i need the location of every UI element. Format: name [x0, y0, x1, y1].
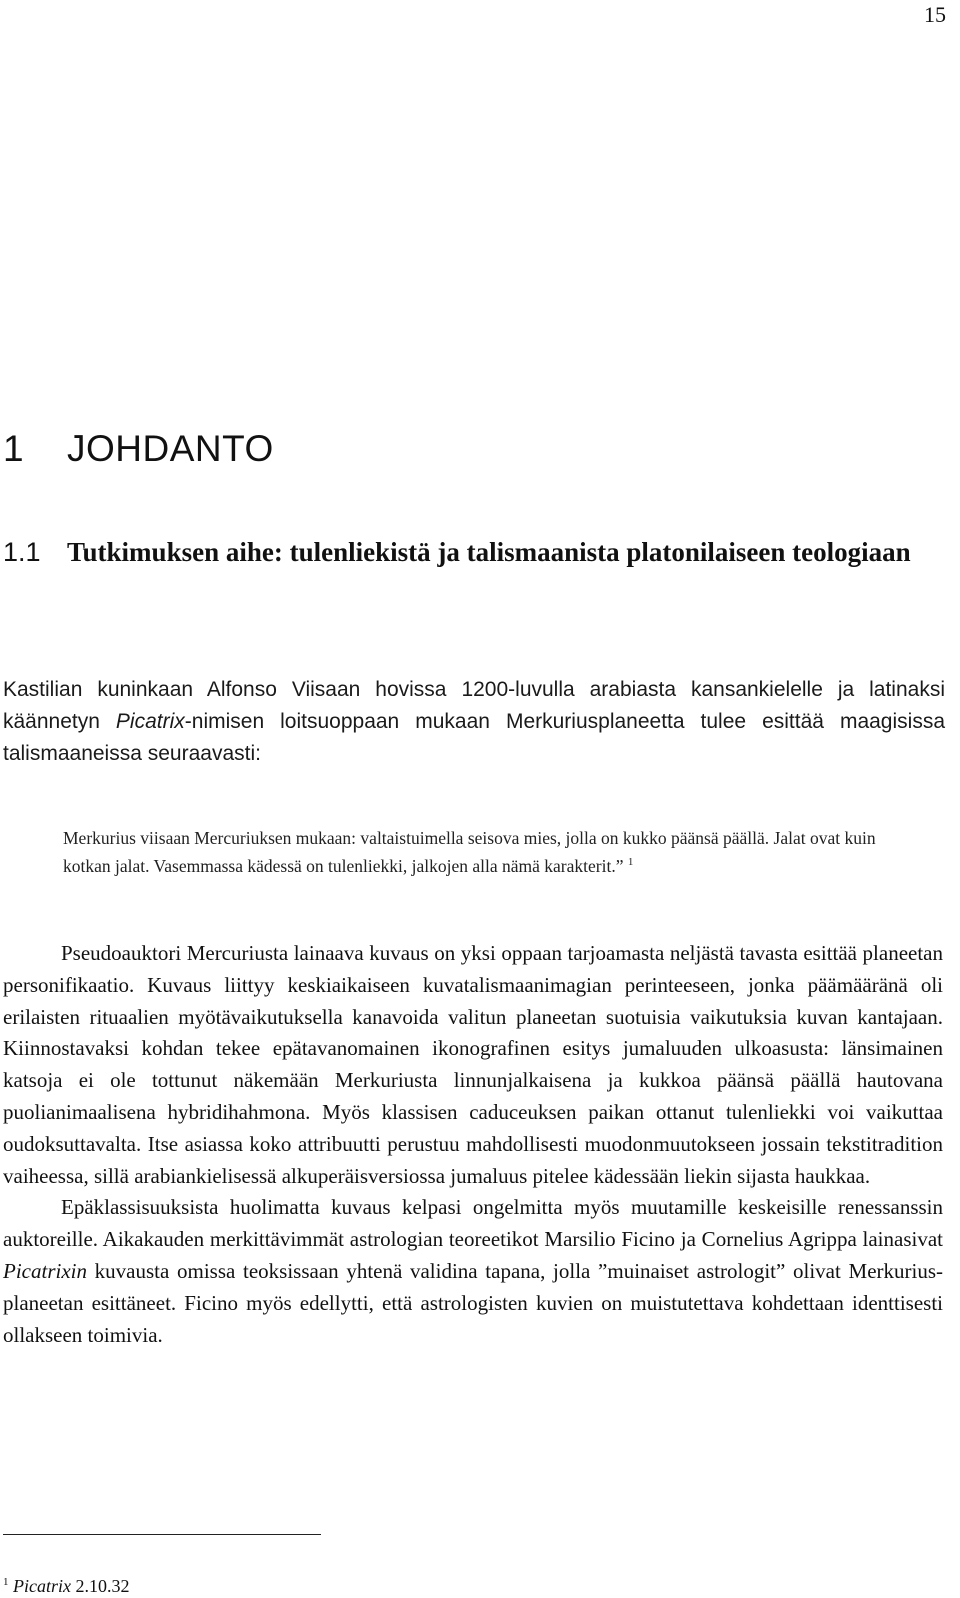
footnote-text: 2.10.32 [70, 1576, 130, 1596]
paragraph-2-italic: Picatrixin [3, 1258, 87, 1283]
paragraph-2 [3, 1192, 943, 1351]
page-number: 15 [924, 2, 946, 27]
footnote-italic: Picatrix [13, 1576, 71, 1596]
quote-text: Merkurius viisaan Mercuriuksen mukaan: valtaistuimella seisova mies, jolla on kukko päänsä päällä. Jalat ovat kuin kotkan jalat. Vasemmassa kädessä on tulenliekki, jalkojen alla nämä karakterit.” [63, 828, 876, 876]
chapter-title: JOHDANTO [67, 428, 274, 469]
block-quote [63, 826, 913, 878]
section-title: Tutkimuksen aihe: tulenliekistä ja talismaanista platonilaiseen teologiaan [67, 537, 911, 567]
chapter-heading [3, 428, 274, 470]
intro-text-after: -nimisen loitsuoppaan mukaan Merkuriusplaneetta tulee esittää maagisissa talismaaneissa seuraavasti: [3, 710, 945, 765]
intro-paragraph [3, 674, 945, 770]
footnote-reference: 1 [627, 856, 634, 868]
footnote [3, 1572, 129, 1596]
section-heading [3, 534, 943, 570]
paragraph-2-before: Epäklassisuuksista huolimatta kuvaus kelpasi ongelmitta myös muutamille keskeisille renessanssin auktoreille. Aikakauden merkittävimmät astrologian teoreetikot Marsilio Ficino ja Cornelius Agrippa lainasivat [3, 1195, 943, 1252]
intro-italic-title: Picatrix [115, 710, 185, 733]
footnote-divider [3, 1534, 321, 1535]
footnote-number: 1 [3, 1576, 9, 1588]
section-number: 1.1 [3, 537, 41, 567]
paragraph-1: Pseudoauktori Mercuriusta lainaava kuvaus on yksi oppaan tarjoamasta neljästä tavasta esittää planeetan personifikaatio. Kuvaus liittyy keskiaikaiseen kuvatalismaanimagian perinteeseen, jonka päämääränä oli erilaisten rituaalien myötävaikutuksella kanavoida valitun planeetan suotuisia vaikutuksia kuvan kantajaan. Kiinnostavaksi kohdan tekee epätavanomainen ikonografinen esitys jumaluuden ulkoasusta: länsimainen katsoja ei ole tottunut näkemään Merkuriusta linnunjalkaisena ja kukkoa päänsä päällä hautovana puolianimaalisena hybridihahmona. Myös klassisen caduceuksen paikan ottanut tulenliekki voi vaikuttaa oudoksuttavalta. Itse asiassa koko attribuutti perustuu mahdollisesti muodonmuutokseen jossain tekstitradition vaiheessa, sillä arabiankielisessä alkuperäisversiossa jumaluus pitelee kädessään liekin sijasta haukkaa. [3, 941, 943, 1188]
intro-text-before: Kastilian kuninkaan Alfonso Viisaan hovissa 1200-luvulla arabiasta kansankielelle ja latinaksi käännetyn [3, 678, 945, 733]
body-text [3, 938, 943, 1351]
paragraph-2-after: kuvausta omissa teoksissaan yhtenä validina tapana, jolla ”muinaiset astrologit” olivat Merkurius-planeetan esittäneet. Ficino myös edellytti, että astrologisten kuvien on muistutettava kohdettaan identtisesti ollakseen toimivia. [3, 1258, 943, 1347]
chapter-number: 1 [3, 428, 25, 469]
